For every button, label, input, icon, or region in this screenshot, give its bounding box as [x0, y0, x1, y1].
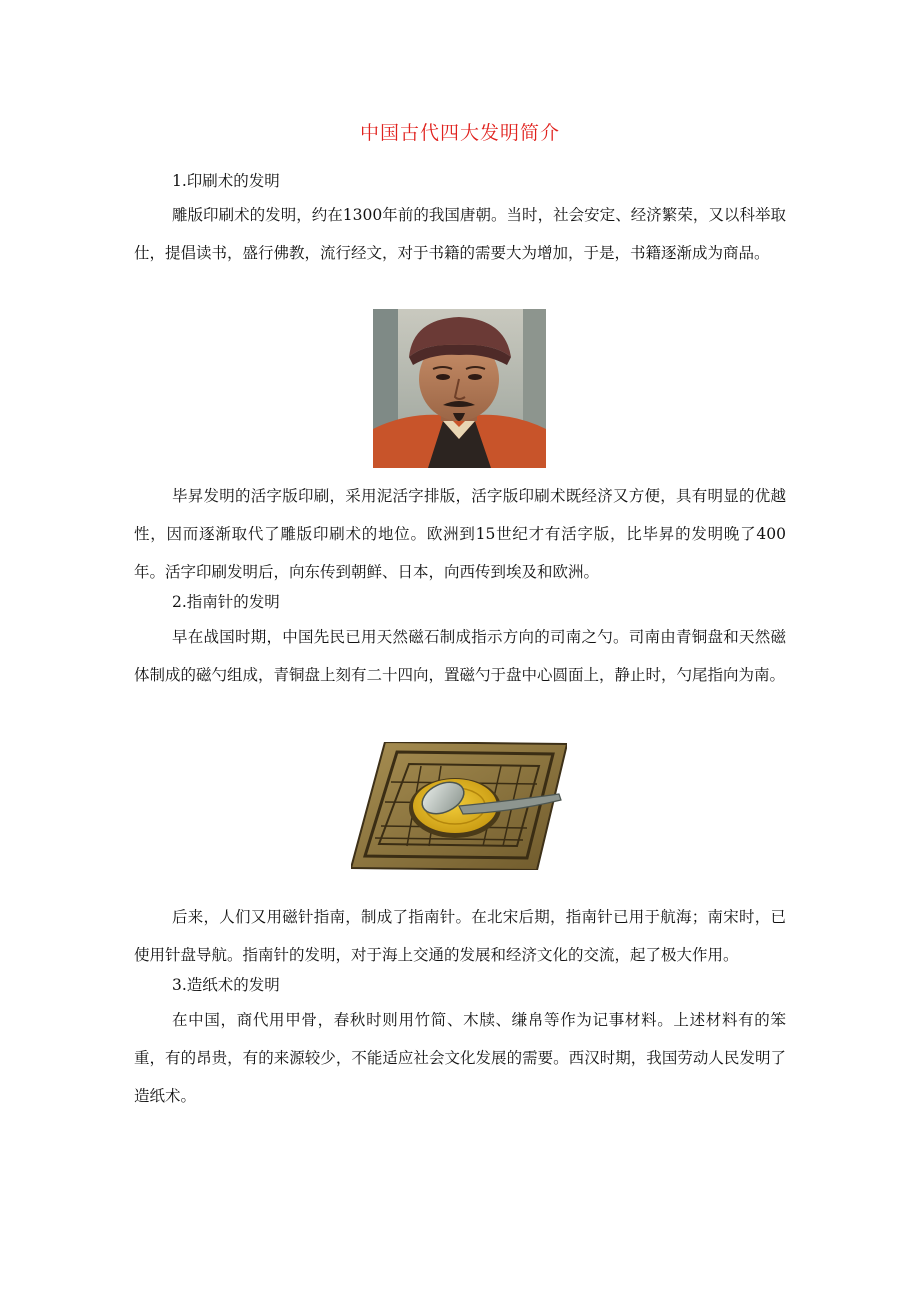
document-title: 中国古代四大发明简介: [359, 122, 560, 144]
section-heading-paper: 3.造纸术的发明: [172, 976, 280, 994]
section-heading-compass: 2.指南针的发明: [172, 593, 280, 611]
paragraph-printing-movable-type: 毕昇发明的活字版印刷，采用泥活字排版，活字版印刷术既经济又方便，具有明显的优越性，因而逐渐取代了雕版印刷术的地位。欧洲到15世纪才有活字版，比毕昇的发明晚了400年。活字印刷发明后，向东传到朝鲜、日本，向西传到埃及和欧洲。: [134, 487, 786, 581]
paragraph-paper-making: 在中国，商代用甲骨，春秋时则用竹简、木牍、缣帛等作为记事材料。上述材料有的笨重，有的昂贵，有的来源较少，不能适应社会文化发展的需要。西汉时期，我国劳动人民发明了造纸术。: [134, 1011, 786, 1105]
paragraph-printing-woodblock: 雕版印刷术的发明，约在1300年前的我国唐朝。当时，社会安定、经济繁荣，又以科举取仕，提倡读书，盛行佛教，流行经文，对于书籍的需要大为增加，于是，书籍逐渐成为商品。: [134, 206, 786, 262]
paragraph-compass-navigation: 后来，人们又用磁针指南，制成了指南针。在北宋后期，指南针已用于航海；南宋时，已使用针盘导航。指南针的发明，对于海上交通的发展和经济文化的交流，起了极大作用。: [134, 908, 786, 964]
section-heading-printing: 1.印刷术的发明: [172, 172, 280, 190]
bi-sheng-portrait-image: [373, 309, 546, 468]
sinan-compass-image: [351, 742, 567, 870]
paragraph-compass-sinan: 早在战国时期，中国先民已用天然磁石制成指示方向的司南之勺。司南由青铜盘和天然磁体制成的磁勺组成，青铜盘上刻有二十四向，置磁勺于盘中心圆面上，静止时，勺尾指向为南。: [134, 628, 786, 684]
